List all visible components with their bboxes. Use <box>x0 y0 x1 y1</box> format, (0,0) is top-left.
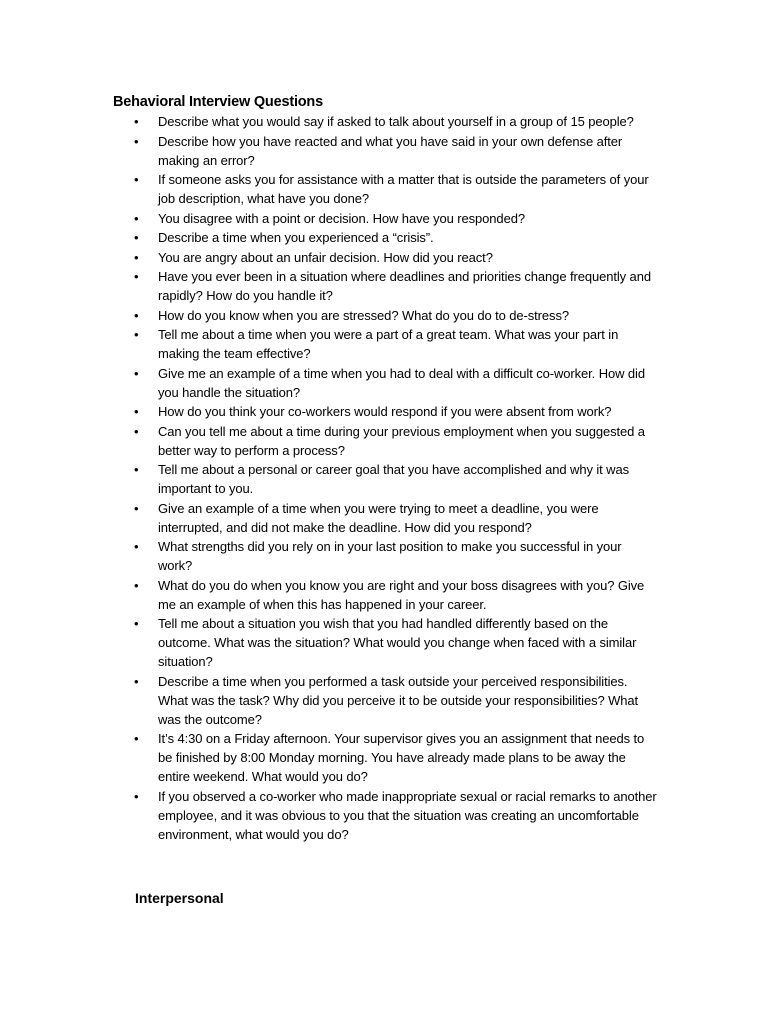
list-item <box>0 672 768 729</box>
list-item <box>0 170 768 208</box>
bullet-icon: • <box>134 616 139 631</box>
question-text: You are angry about an unfair decision. How did you react? <box>158 249 493 265</box>
list-item <box>0 422 768 460</box>
list-item <box>0 248 768 267</box>
bullet-icon: • <box>134 269 139 284</box>
bullet-icon: • <box>134 539 139 554</box>
bullet-icon: • <box>134 788 139 804</box>
list-item <box>0 209 768 228</box>
bullet-icon: • <box>134 673 139 689</box>
question-text: How do you think your co-workers would respond if you were absent from work? <box>158 404 612 419</box>
bullet-icon: • <box>134 500 139 516</box>
bullet-icon: • <box>134 114 139 129</box>
question-list <box>0 112 768 844</box>
question-text: If you observed a co-worker who made inappropriate sexual or racial remarks to another employee, and it was obvious to you that the situation was creating an uncomfortable environment, what would you do? <box>158 788 657 842</box>
list-item <box>0 537 768 575</box>
list-item <box>0 267 768 305</box>
question-text: It’s 4:30 on a Friday afternoon. Your supervisor gives you an assignment that needs to be finished by 8:00 Monday morning. You have already made plans to be away the entire weekend. What would you do? <box>158 731 645 784</box>
bullet-icon: • <box>134 210 139 226</box>
question-text: How do you know when you are stressed? What do you do to de-stress? <box>158 307 569 323</box>
bullet-icon: • <box>134 307 139 323</box>
question-text: If someone asks you for assistance with a matter that is outside the parameters of your job description, what have you done? <box>158 172 649 206</box>
document-title: Behavioral Interview Questions <box>113 94 323 110</box>
bullet-icon: • <box>134 133 139 149</box>
bullet-icon: • <box>134 404 139 419</box>
list-item <box>0 306 768 325</box>
bullet-icon: • <box>134 423 139 439</box>
bullet-icon: • <box>134 365 139 381</box>
question-text: Can you tell me about a time during your previous employment when you suggested a better way to perform a process? <box>158 423 645 458</box>
list-item <box>0 402 768 421</box>
list-item <box>0 132 768 170</box>
question-text: What strengths did you rely on in your last position to make you successful in your work? <box>158 539 622 573</box>
bullet-icon: • <box>134 731 139 746</box>
list-item <box>0 460 768 498</box>
bullet-icon: • <box>134 230 139 245</box>
question-text: Have you ever been in a situation where deadlines and priorities change frequently and rapidly? How do you handle it? <box>158 269 651 303</box>
list-item <box>0 614 768 671</box>
list-item <box>0 364 768 402</box>
list-item <box>0 325 768 363</box>
list-item <box>0 787 768 844</box>
list-item <box>0 112 768 131</box>
question-text: Describe what you would say if asked to talk about yourself in a group of 15 people? <box>158 114 634 129</box>
bullet-icon: • <box>134 577 139 593</box>
question-text: Describe a time when you experienced a “crisis”. <box>158 230 434 245</box>
question-text: Give me an example of a time when you had to deal with a difficult co-worker. How did you handle the situation? <box>158 365 645 400</box>
question-text: Tell me about a time when you were a part of a great team. What was your part in making the team effective? <box>158 327 619 361</box>
question-text: Tell me about a situation you wish that you had handled differently based on the outcome. What was the situation? What would you change when faced with a similar situation? <box>158 616 637 669</box>
question-text: Give an example of a time when you were trying to meet a deadline, you were interrupted, and did not make the deadline. How did you respond? <box>158 500 599 535</box>
bullet-icon: • <box>134 172 139 187</box>
question-text: Tell me about a personal or career goal that you have accomplished and why it was important to you. <box>158 462 630 496</box>
list-item <box>0 729 768 786</box>
list-item <box>0 228 768 247</box>
list-item <box>0 499 768 537</box>
bullet-icon: • <box>134 249 139 265</box>
question-text: Describe how you have reacted and what you have said in your own defense after making an error? <box>158 133 623 168</box>
bullet-icon: • <box>134 462 139 477</box>
section-heading-interpersonal: Interpersonal <box>135 890 224 906</box>
question-text: Describe a time when you performed a task outside your perceived responsibilities. What was the task? Why did you perceive it to be outside your responsibilities? What was the outcome? <box>158 673 639 727</box>
question-text: You disagree with a point or decision. How have you responded? <box>158 210 525 226</box>
bullet-icon: • <box>134 327 139 342</box>
question-text: What do you do when you know you are right and your boss disagrees with you? Give me an example of when this has happened in your career. <box>158 577 645 612</box>
list-item <box>0 576 768 614</box>
